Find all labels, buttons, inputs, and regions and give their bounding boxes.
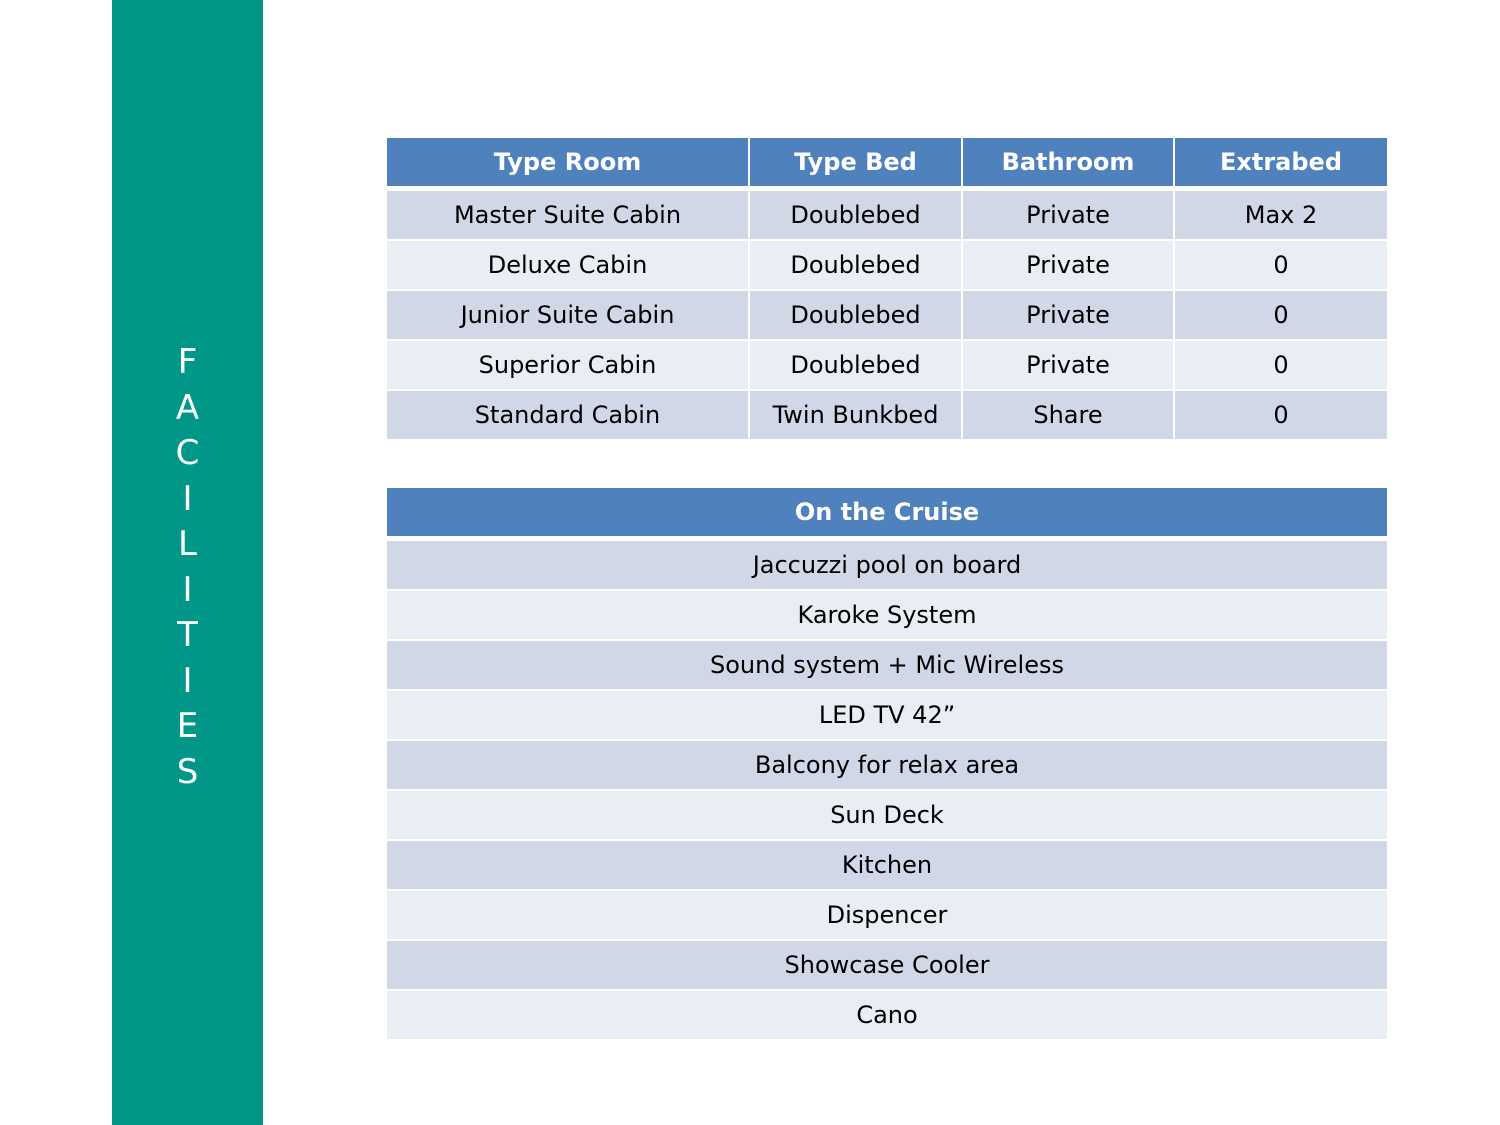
cell-bathroom: Private [962, 240, 1174, 290]
table-row [387, 790, 1387, 840]
cell-type-bed: Doublebed [749, 189, 962, 241]
sidebar-title-letter: C [175, 433, 200, 473]
cell-type-room: Junior Suite Cabin [387, 290, 749, 340]
facility-item: Showcase Cooler [387, 940, 1387, 990]
table-row [387, 539, 1387, 591]
cell-bathroom: Private [962, 189, 1174, 241]
facility-item: Kitchen [387, 840, 1387, 890]
sidebar-title-letter: I [182, 569, 193, 610]
cell-type-room: Superior Cabin [387, 340, 749, 390]
facility-item: Dispencer [387, 890, 1387, 940]
cell-bathroom: Share [962, 390, 1174, 440]
cell-type-bed: Doublebed [749, 340, 962, 390]
table-row [387, 189, 1387, 241]
room-types-table [387, 138, 1387, 441]
sidebar-title-letter: F [177, 342, 198, 382]
facility-item: Karoke System [387, 590, 1387, 640]
table-row [387, 240, 1387, 290]
table-row [387, 390, 1387, 440]
header-type-bed: Type Bed [749, 138, 962, 189]
header-bathroom: Bathroom [962, 138, 1174, 189]
table-row [387, 990, 1387, 1040]
sidebar-title [112, 340, 263, 795]
sidebar-title-letter: S [176, 751, 199, 792]
table-row [387, 690, 1387, 740]
header-type-room: Type Room [387, 138, 749, 189]
cell-type-room: Master Suite Cabin [387, 189, 749, 241]
cell-type-bed: Twin Bunkbed [749, 390, 962, 440]
cell-extrabed: 0 [1174, 390, 1387, 440]
table-row [387, 840, 1387, 890]
sidebar [112, 0, 263, 1125]
sidebar-title-letter: I [182, 660, 193, 701]
cell-extrabed: 0 [1174, 290, 1387, 340]
table-header-row [387, 488, 1387, 539]
table-row [387, 640, 1387, 690]
cell-extrabed: Max 2 [1174, 189, 1387, 241]
table-row [387, 590, 1387, 640]
cell-extrabed: 0 [1174, 340, 1387, 390]
cruise-facilities-table [387, 488, 1387, 1041]
sidebar-title-letter: T [177, 615, 198, 655]
table-header-row [387, 138, 1387, 189]
facility-item: Balcony for relax area [387, 740, 1387, 790]
table-row [387, 740, 1387, 790]
cell-bathroom: Private [962, 340, 1174, 390]
table-row [387, 340, 1387, 390]
sidebar-title-letter: L [178, 524, 197, 564]
cell-bathroom: Private [962, 290, 1174, 340]
cell-type-room: Deluxe Cabin [387, 240, 749, 290]
header-on-the-cruise: On the Cruise [387, 488, 1387, 539]
cell-type-room: Standard Cabin [387, 390, 749, 440]
sidebar-title-letter: I [182, 478, 193, 519]
cell-type-bed: Doublebed [749, 290, 962, 340]
cell-extrabed: 0 [1174, 240, 1387, 290]
header-extrabed: Extrabed [1174, 138, 1387, 189]
table-row [387, 940, 1387, 990]
cell-type-bed: Doublebed [749, 240, 962, 290]
sidebar-title-letter: E [176, 706, 199, 746]
facility-item: Cano [387, 990, 1387, 1040]
facility-item: Sound system + Mic Wireless [387, 640, 1387, 690]
facility-item: Jaccuzzi pool on board [387, 539, 1387, 591]
sidebar-title-letter: A [175, 387, 200, 428]
table-row [387, 890, 1387, 940]
facility-item: Sun Deck [387, 790, 1387, 840]
facility-item: LED TV 42” [387, 690, 1387, 740]
table-row [387, 290, 1387, 340]
